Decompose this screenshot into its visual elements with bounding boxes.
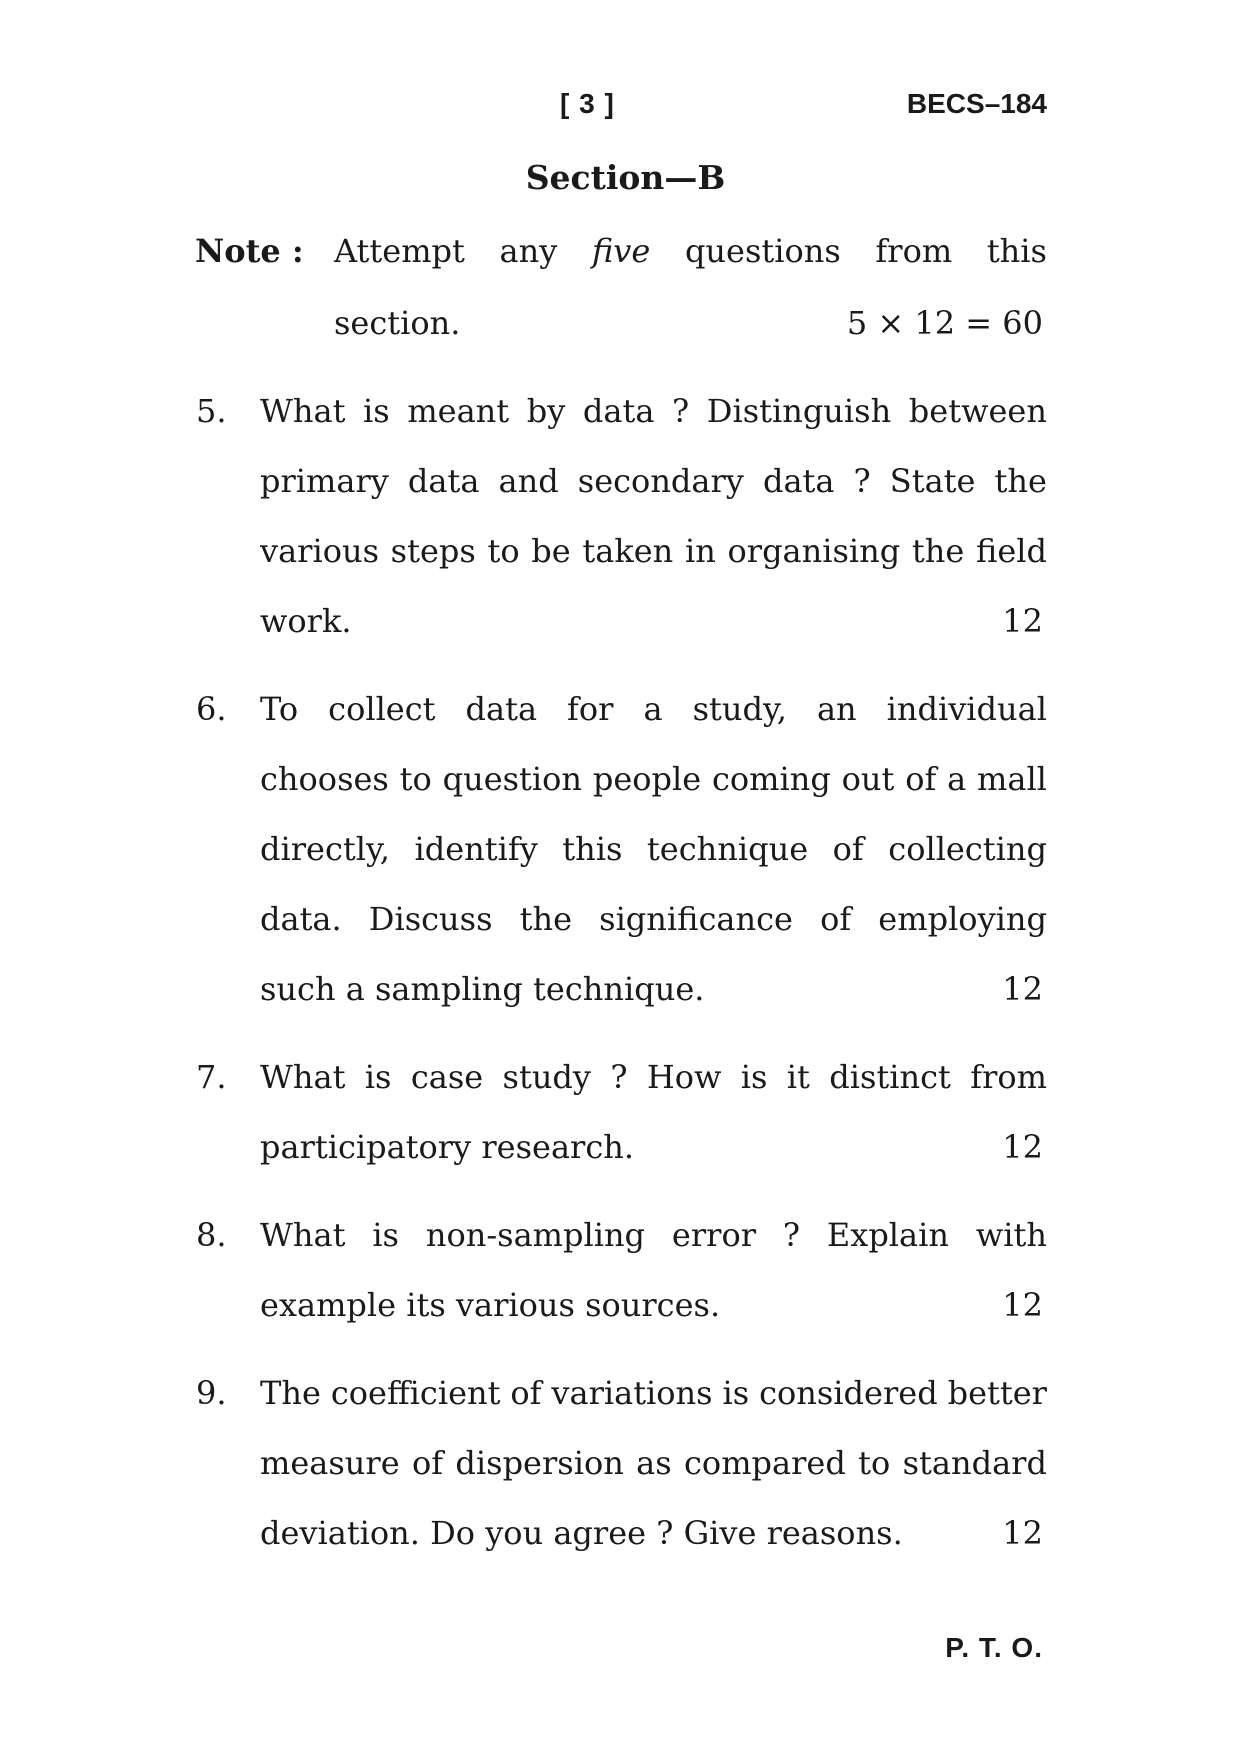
word: ?: [782, 1216, 801, 1254]
word: this: [562, 830, 623, 868]
word: is: [363, 392, 390, 430]
question-marks: 12: [1002, 970, 1043, 1008]
note-word: Attempt: [334, 232, 465, 270]
word: a: [947, 760, 967, 798]
word: What: [260, 392, 346, 430]
word: considered: [759, 1374, 938, 1412]
word: with: [975, 1216, 1047, 1254]
word: Distinguish: [706, 392, 892, 430]
question-text-end: example its various sources.: [260, 1286, 721, 1324]
word: significance: [599, 900, 793, 938]
word: is: [722, 1374, 750, 1412]
word: as: [636, 1444, 672, 1482]
word: the: [519, 900, 573, 938]
word: data: [465, 690, 538, 728]
note-word-emphasis: five: [591, 232, 651, 270]
question-text-line: [260, 392, 1047, 430]
word: an: [816, 690, 857, 728]
question-text-line: [260, 1444, 1047, 1482]
word: ?: [610, 1058, 628, 1096]
word: various: [260, 532, 379, 570]
note-label: Note :: [195, 232, 304, 270]
note-word: from: [875, 232, 953, 270]
question-text-line: [260, 690, 1047, 728]
word: collecting: [888, 830, 1047, 868]
please-turn-over: P. T. O.: [945, 1632, 1043, 1663]
question-number: 9.: [196, 1374, 227, 1412]
question-text-line: [260, 462, 1047, 500]
word: a: [643, 690, 663, 728]
word: case: [410, 1058, 484, 1096]
question-text-line: [260, 1374, 1047, 1412]
word: by: [526, 392, 566, 430]
word: question: [442, 760, 583, 798]
question-text-end: such a sampling technique.: [260, 970, 705, 1008]
word: the: [994, 462, 1047, 500]
word: Explain: [826, 1216, 949, 1254]
note-word: this: [986, 232, 1047, 270]
question-text-line: [260, 900, 1047, 938]
question-marks: 12: [1002, 1514, 1043, 1552]
word: organising: [727, 532, 901, 570]
word: between: [908, 392, 1047, 430]
word: data: [582, 392, 655, 430]
question-text-line: [260, 760, 1047, 798]
question-last-line: [260, 602, 1043, 640]
word: the: [911, 532, 965, 570]
word: technique: [646, 830, 809, 868]
word: ?: [672, 392, 690, 430]
word: error: [671, 1216, 756, 1254]
word: dispersion: [455, 1444, 624, 1482]
word: data: [407, 462, 480, 500]
question-text-line: [260, 1216, 1047, 1254]
word: it: [786, 1058, 810, 1096]
question-number: 7.: [196, 1058, 227, 1096]
word: To: [260, 690, 299, 728]
word: to: [487, 532, 520, 570]
word: out: [841, 760, 895, 798]
word: taken: [582, 532, 674, 570]
word: variations: [551, 1374, 713, 1412]
word: study: [502, 1058, 591, 1096]
question-last-line: [260, 1286, 1043, 1324]
question-text-line: [260, 830, 1047, 868]
word: employing: [878, 900, 1047, 938]
word: of: [510, 1374, 542, 1412]
word: be: [531, 532, 571, 570]
note-word: questions: [684, 232, 841, 270]
word: collect: [328, 690, 436, 728]
word: of: [411, 1444, 444, 1482]
word: of: [905, 760, 937, 798]
word: study,: [692, 690, 787, 728]
word: is: [372, 1216, 399, 1254]
word: secondary: [577, 462, 744, 500]
course-code: BECS–184: [906, 88, 1047, 119]
word: data: [762, 462, 835, 500]
word: steps: [390, 532, 476, 570]
word: mall: [977, 760, 1047, 798]
question-marks: 12: [1002, 1128, 1043, 1166]
word: chooses: [260, 760, 389, 798]
word: What: [260, 1216, 346, 1254]
word: standard: [902, 1444, 1047, 1482]
word: people: [592, 760, 702, 798]
word: State: [889, 462, 976, 500]
word: The: [260, 1374, 321, 1412]
word: coming: [711, 760, 831, 798]
question-marks: 12: [1002, 1286, 1043, 1324]
word: data.: [260, 900, 342, 938]
word: and: [498, 462, 559, 500]
word: directly,: [260, 830, 390, 868]
word: in: [684, 532, 716, 570]
word: measure: [260, 1444, 400, 1482]
word: is: [740, 1058, 768, 1096]
page-number: [ 3 ]: [560, 88, 615, 119]
word: field: [976, 532, 1047, 570]
word: distinct: [829, 1058, 951, 1096]
question-marks: 12: [1002, 602, 1043, 640]
word: of: [832, 830, 864, 868]
word: better: [947, 1374, 1047, 1412]
word: individual: [886, 690, 1047, 728]
word: identify: [414, 830, 538, 868]
word: is: [364, 1058, 392, 1096]
word: to: [858, 1444, 891, 1482]
word: What: [260, 1058, 346, 1096]
question-text-end: participatory research.: [260, 1128, 635, 1166]
word: meant: [407, 392, 510, 430]
word: ?: [853, 462, 871, 500]
word: to: [399, 760, 432, 798]
question-number: 6.: [196, 690, 227, 728]
question-text-end: deviation. Do you agree ? Give reasons.: [260, 1514, 903, 1552]
section-title: Section—B: [525, 158, 726, 197]
question-last-line: [260, 1514, 1043, 1552]
word: coefficient: [330, 1374, 501, 1412]
question-text-line: [260, 532, 1047, 570]
word: of: [820, 900, 852, 938]
note-marks-line: [334, 304, 1043, 342]
word: How: [646, 1058, 722, 1096]
note-instruction-line: [334, 232, 1047, 270]
question-last-line: [260, 1128, 1043, 1166]
question-text-end: work.: [260, 602, 352, 640]
note-continuation: section.: [334, 304, 461, 342]
question-number: 5.: [196, 392, 227, 430]
question-number: 8.: [196, 1216, 227, 1254]
question-last-line: [260, 970, 1043, 1008]
word: primary: [260, 462, 389, 500]
section-marks: 5 × 12 = 60: [846, 304, 1043, 342]
word: Discuss: [368, 900, 493, 938]
note-word: any: [499, 232, 558, 270]
word: compared: [684, 1444, 846, 1482]
word: for: [567, 690, 614, 728]
word: from: [970, 1058, 1047, 1096]
word: non-sampling: [425, 1216, 646, 1254]
question-text-line: [260, 1058, 1047, 1096]
